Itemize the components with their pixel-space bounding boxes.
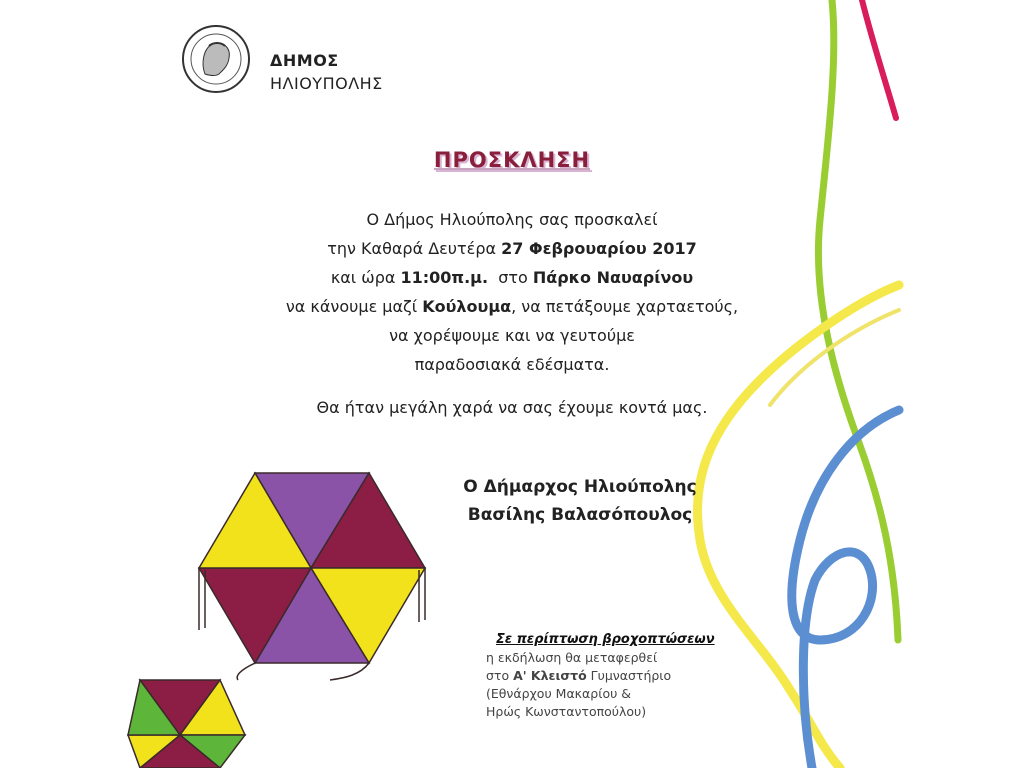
signature-block	[445, 473, 715, 529]
body-line-5: να χορέψουμε και να γευτούμε	[389, 326, 635, 345]
municipality-name	[270, 49, 383, 95]
rain-notice	[486, 631, 715, 721]
rain-notice-line1: η εκδήλωση θα μεταφερθεί	[486, 650, 658, 665]
rain-notice-line3: (Εθνάρχου Μακαρίου &	[486, 686, 632, 701]
body-line-4	[0, 292, 1024, 321]
rain-notice-line2	[486, 667, 715, 685]
event-name: Κούλουμα	[422, 297, 512, 316]
rain-line2-pre: στο	[486, 668, 514, 683]
ribbon-icon	[698, 0, 900, 768]
body-line-4-post: , να πετάξουμε χαρταετούς,	[511, 297, 739, 316]
large-kite	[199, 473, 425, 680]
invitation-title-wrap	[0, 148, 1024, 172]
municipality-line2: ΗΛΙΟΥΠΟΛΗΣ	[270, 74, 383, 93]
small-kite	[128, 680, 245, 768]
body-line-3-mid: στο	[488, 268, 533, 287]
body-line-2-text: την Καθαρά Δευτέρα	[327, 239, 502, 258]
event-date: 27 Φεβρουαρίου 2017	[501, 239, 697, 258]
body-line-3	[0, 263, 1024, 292]
municipality-seal-icon	[181, 24, 251, 94]
rain-notice-line4: Ηρώς Κωνσταντοπούλου)	[486, 704, 647, 719]
rain-line2-post: Γυμναστήριο	[586, 668, 672, 683]
rain-venue: Α' Κλειστό	[513, 668, 587, 683]
body-line-2	[0, 234, 1024, 263]
blue-ribbon	[792, 410, 899, 768]
closing-line: Θα ήταν μεγάλη χαρά να σας έχουμε κοντά μας.	[316, 398, 708, 417]
event-location: Πάρκο Ναυαρίνου	[532, 268, 694, 287]
kite-icon	[128, 473, 425, 768]
event-time: 11:00π.μ.	[400, 268, 489, 287]
municipality-line1: ΔΗΜΟΣ	[270, 51, 339, 70]
body-line-6: παραδοσιακά εδέσματα.	[414, 355, 610, 374]
body-line-4-text: να κάνουμε μαζί	[285, 297, 423, 316]
invitation-body	[0, 205, 1024, 379]
rain-notice-heading: Σε περίπτωση βροχοπτώσεων	[496, 632, 715, 647]
red-ribbon	[862, 0, 896, 118]
body-line-1: Ο Δήμος Ηλιούπολης σας προσκαλεί	[366, 210, 658, 229]
invitation-title: ΠΡΟΣΚΛΗΣΗ	[433, 148, 591, 172]
signature-role: Ο Δήμαρχος Ηλιούπολης	[463, 477, 697, 497]
signature-name: Βασίλης Βαλασόπουλος	[467, 505, 693, 525]
body-line-3-text: και ώρα	[330, 268, 401, 287]
